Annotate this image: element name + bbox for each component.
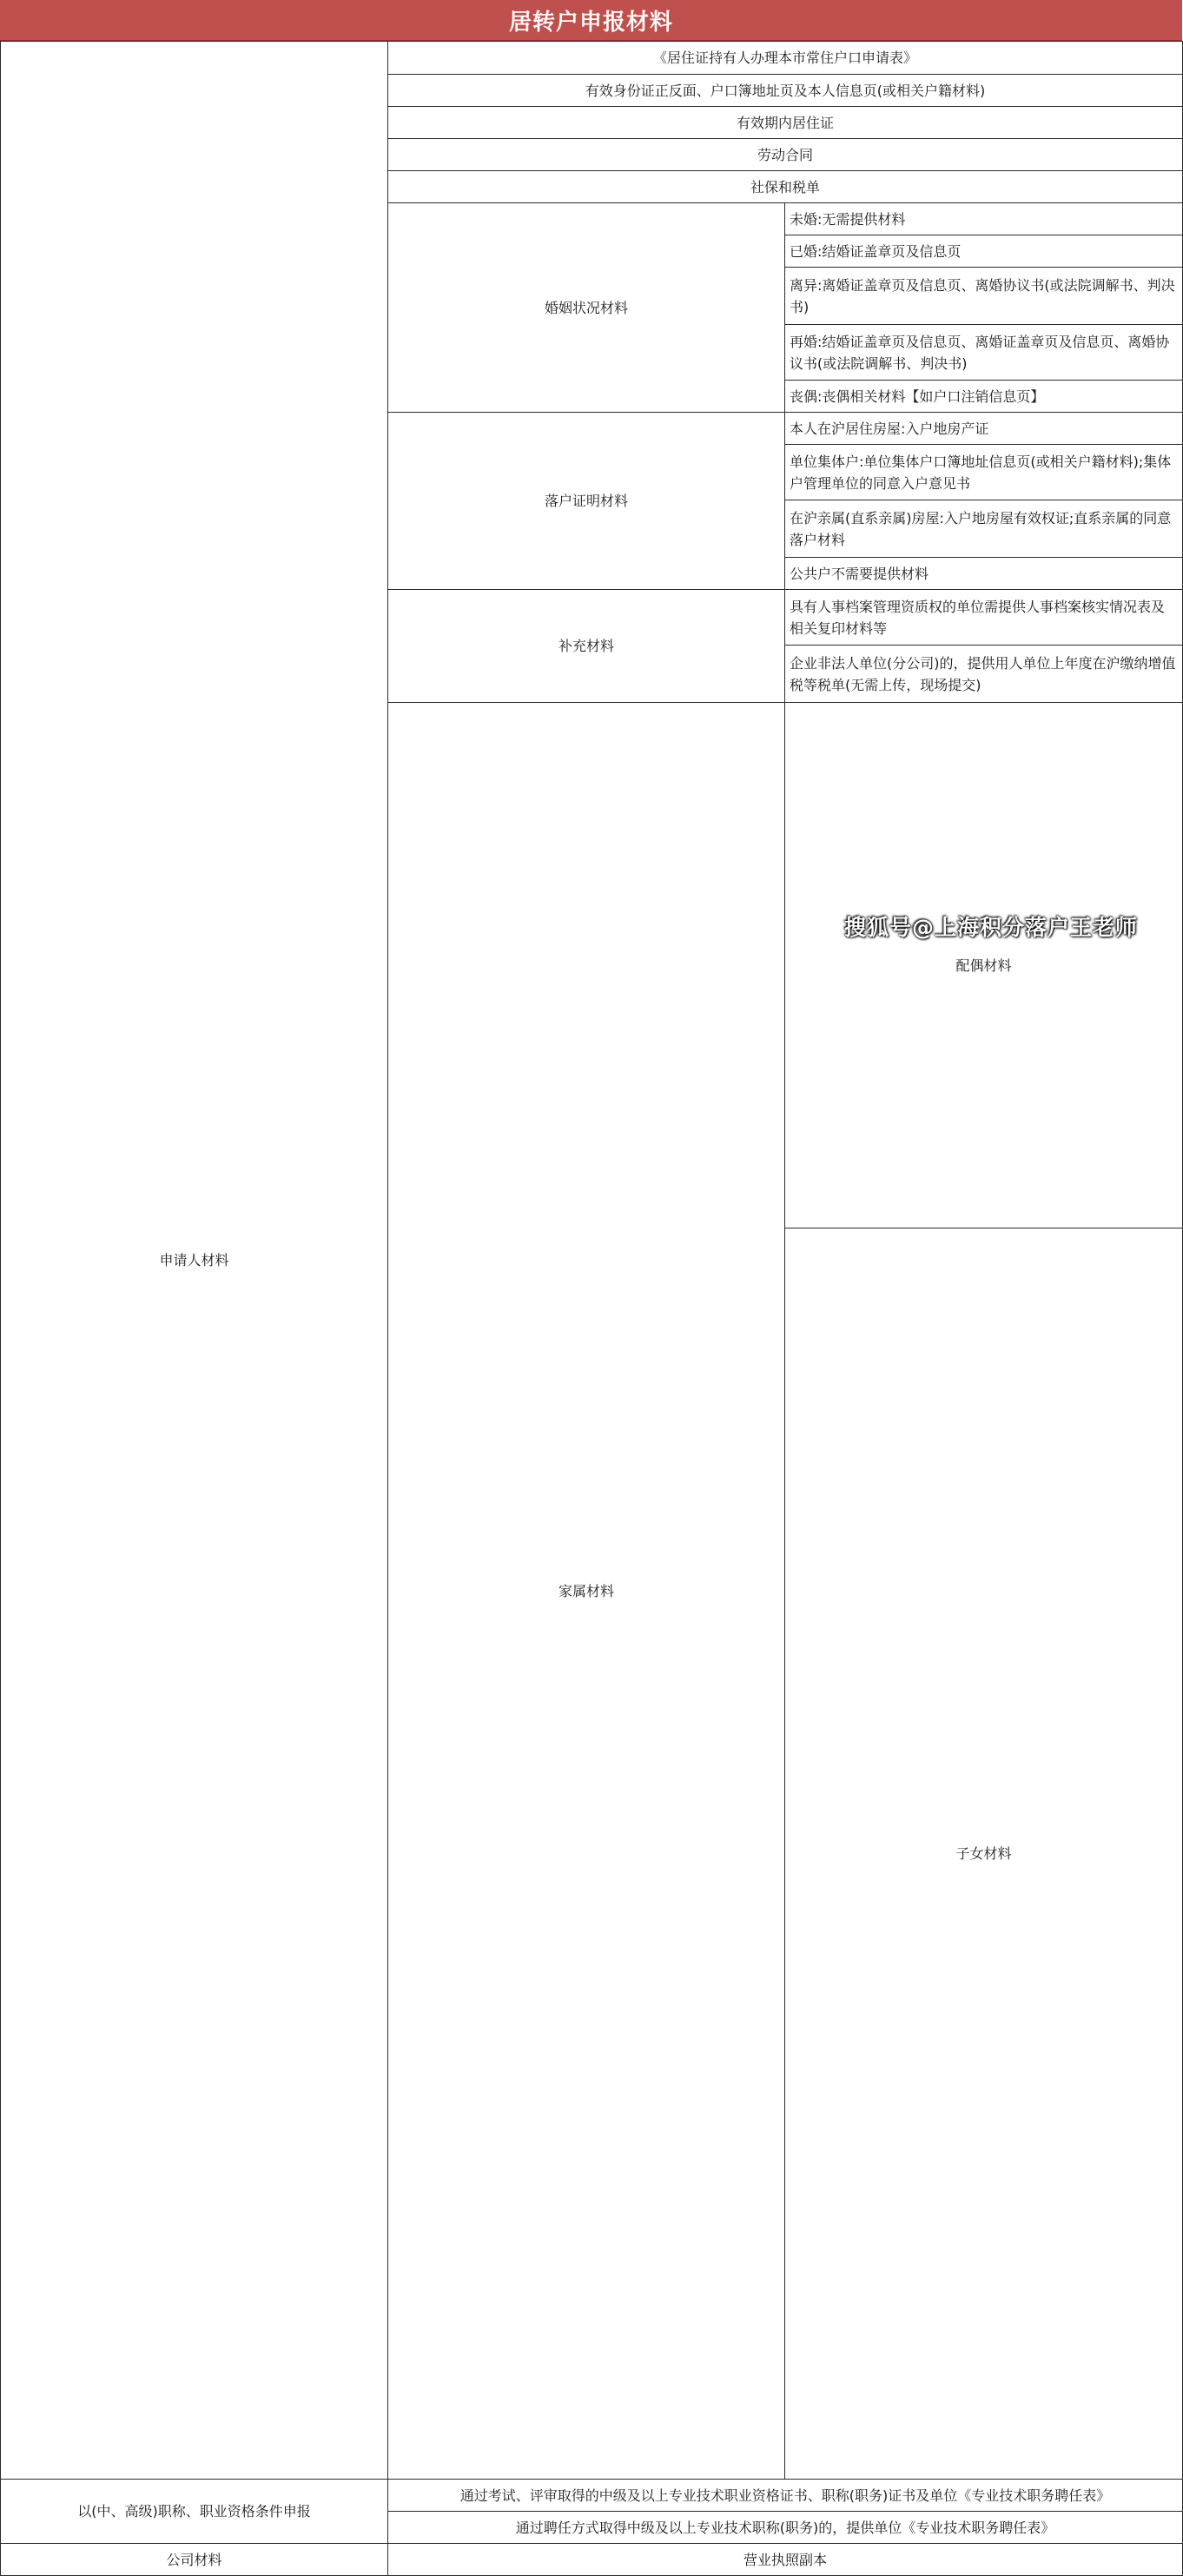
table-title: 居转户申报材料 [0, 0, 1182, 41]
supplement-item: 企业非法人单位(分公司)的，提供用人单位上年度在沪缴纳增值税等税单(无需上传，现场提交) [785, 646, 1183, 703]
applicant-row-residence-permit: 有效期内居住证 [388, 107, 1183, 139]
marriage-item: 已婚:结婚证盖章页及信息页 [785, 235, 1183, 268]
table-row [1, 42, 1183, 75]
settle-item: 公共户不需要提供材料 [785, 558, 1183, 590]
section-applicant-label: 申请人材料 [1, 42, 388, 2480]
section-family-label: 家属材料 [388, 703, 785, 2480]
applicant-row-id-card: 有效身份证正反面、户口簿地址页及本人信息页(或相关户籍材料) [388, 75, 1183, 107]
settle-item: 在沪亲属(直系亲属)房屋:入户地房屋有效权证;直系亲属的同意落户材料 [785, 500, 1183, 558]
settle-item: 本人在沪居住房屋:入户地房产证 [785, 413, 1183, 445]
table-row [1, 2480, 1183, 2512]
applicant-row-application-form: 《居住证持有人办理本市常住户口申请表》 [388, 42, 1183, 75]
applicant-row-social-tax: 社保和税单 [388, 171, 1183, 203]
marriage-label: 婚姻状况材料 [388, 203, 785, 413]
applicant-row-labor-contract: 劳动合同 [388, 139, 1183, 171]
settle-label: 落户证明材料 [388, 413, 785, 590]
supplement-item: 具有人事档案管理资质权的单位需提供人事档案核实情况表及相关复印材料等 [785, 590, 1183, 646]
table-row [1, 2544, 1183, 2576]
spouse-label: 配偶材料 [785, 703, 1183, 1228]
section-title-cond-label: 以(中、高级)职称、职业资格条件申报 [1, 2480, 388, 2544]
marriage-item: 再婚:结婚证盖章页及信息页、离婚证盖章页及信息页、离婚协议书(或法院调解书、判决书) [785, 325, 1183, 381]
materials-table [0, 41, 1183, 2576]
title-cond-row: 通过考试、评审取得的中级及以上专业技术职业资格证书、职称(职务)证书及单位《专业技术职务聘任表》 [388, 2480, 1183, 2512]
marriage-item: 离异:离婚证盖章页及信息页、离婚协议书(或法院调解书、判决书) [785, 268, 1183, 325]
settle-item: 单位集体户:单位集体户口簿地址信息页(或相关户籍材料);集体户管理单位的同意入户意见书 [785, 445, 1183, 500]
children-label: 子女材料 [785, 1228, 1183, 2480]
marriage-item: 未婚:无需提供材料 [785, 203, 1183, 235]
section-company-label: 公司材料 [1, 2544, 388, 2576]
title-cond-row: 通过聘任方式取得中级及以上专业技术职称(职务)的，提供单位《专业技术职务聘任表》 [388, 2512, 1183, 2544]
supplement-label: 补充材料 [388, 590, 785, 703]
company-item: 营业执照副本 [388, 2544, 1183, 2576]
marriage-item: 丧偶:丧偶相关材料【如户口注销信息页】 [785, 381, 1183, 413]
watermark: 搜狐号@上海积分落户王老师 [844, 915, 1139, 940]
